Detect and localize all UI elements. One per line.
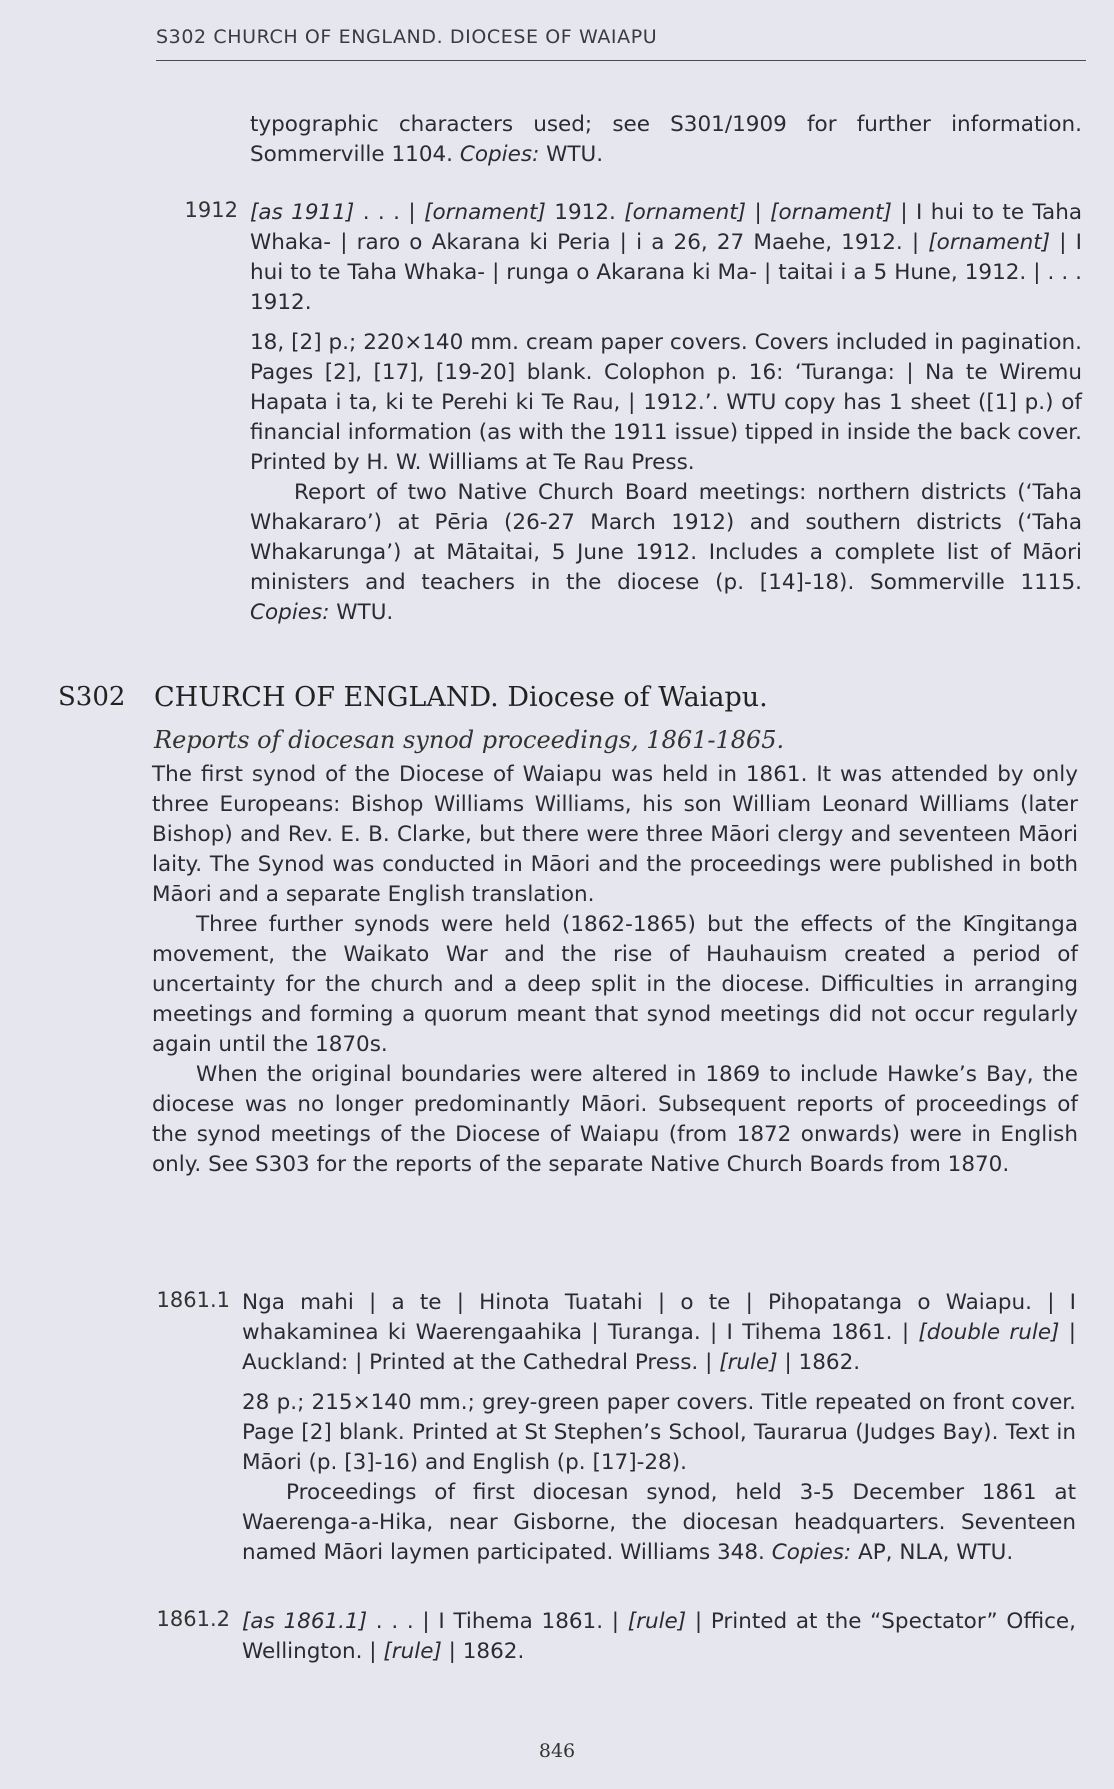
copies-value: WTU. bbox=[329, 600, 394, 625]
entry-title bbox=[242, 1607, 1076, 1667]
title-part: [rule] bbox=[627, 1609, 687, 1634]
entry-1861-2 bbox=[156, 1607, 1076, 1667]
intro-paragraph: When the original boundaries were altered in 1869 to include Hawke’s Bay, the diocese was no longer predominantly Māori. Subsequent reports of proceedings of the synod meetings of the Diocese of Waiapu (from 1872 onwards) were in English only. See S303 for the reports of the separate Native Church Boards from 1870. bbox=[152, 1062, 1078, 1177]
copies-label: Copies: bbox=[459, 142, 540, 167]
entry-note bbox=[250, 478, 1082, 628]
title-part: [ornament] bbox=[624, 200, 747, 225]
title-part: [ornament] bbox=[770, 200, 892, 225]
title-part: | I hui to te Taha Whaka- | runga o Akarana ki Ma- | taitai i a 5 Hune, 1912. | . . . 1912. bbox=[250, 230, 1083, 315]
entry-1912 bbox=[184, 198, 1083, 628]
note-text: Proceedings of first diocesan synod, held 3-5 December 1861 at Waerenga-a-Hika, near Gisborne, the diocesan headquarters. Seventeen named Māori laymen participated. Williams 348. bbox=[242, 1480, 1076, 1565]
title-part: . . . | I Tihema 1861. | bbox=[367, 1609, 628, 1634]
series-subtitle: Reports of diocesan synod proceedings, 1861-1865. bbox=[154, 726, 785, 754]
title-part: | bbox=[746, 200, 771, 225]
continued-entry-body: typographic characters used; see S301/1909 for further information. Sommerville 1104. bbox=[250, 112, 1082, 167]
title-part: [double rule] bbox=[918, 1320, 1060, 1345]
copies-value: WTU. bbox=[539, 142, 604, 167]
title-part: | Auckland: | Printed at the Cathedral Press. | bbox=[242, 1320, 1077, 1375]
entry-number: 1912 bbox=[184, 198, 238, 222]
header-rule bbox=[156, 60, 1086, 61]
continued-entry-text bbox=[250, 110, 1082, 170]
title-part: 1912. bbox=[545, 200, 625, 225]
entry-description: 28 p.; 215×140 mm.; grey-green paper covers. Title repeated on front cover. Page [2] blank. Printed at St Stephen’s School, Taurarua (Judges Bay). Text in Māori (p. [3]-16) and English (p. [17]-28). bbox=[242, 1390, 1076, 1475]
running-head: S302 CHURCH OF ENGLAND. DIOCESE OF WAIAPU bbox=[156, 26, 658, 48]
title-part: . . . | bbox=[354, 200, 425, 225]
title-part: Nga mahi | a te | Hinota Tuatahi | o te | Pihopatanga o Waiapu. | I whakaminea ki Waerengaahika | Turanga. | I Tihema 1861. | bbox=[242, 1290, 1076, 1345]
entry-1861-1 bbox=[156, 1288, 1077, 1568]
entry-title bbox=[242, 1288, 1076, 1378]
title-part: | 1862. bbox=[441, 1639, 525, 1664]
continued-entry bbox=[250, 110, 1082, 170]
intro-paragraph: The first synod of the Diocese of Waiapu was held in 1861. It was attended by only three Europeans: Bishop Williams Williams, his son William Leonard Williams (later Bishop) and Rev. E. B. Clarke, but there were three Māori clergy and seventeen Māori laity. The Synod was conducted in Māori and the proceedings were published in both Māori and a separate English translation. bbox=[152, 762, 1078, 907]
entry-number: 1861.1 bbox=[156, 1288, 230, 1312]
entry-note bbox=[242, 1478, 1076, 1568]
title-part: | I hui to te Taha Whaka- | raro o Akarana ki Peria | i a 26, 27 Maehe, 1912. | bbox=[250, 200, 1083, 255]
copies-label: Copies: bbox=[771, 1540, 852, 1565]
intro-paragraph: Three further synods were held (1862-1865) but the effects of the Kīngitanga movement, the Waikato War and the rise of Hauhauism created a period of uncertainty for the church and a deep split in the diocese. Difficulties in arranging meetings and forming a quorum meant that synod meetings did not occur regularly again until the 1870s. bbox=[152, 912, 1078, 1057]
title-part: [rule] bbox=[719, 1350, 778, 1375]
title-part: | Printed at the “Spectator” Office, Wellington. | bbox=[242, 1609, 1076, 1664]
copies-label: Copies: bbox=[250, 600, 330, 625]
title-part: [rule] bbox=[383, 1639, 442, 1664]
series-code: S302 bbox=[58, 682, 126, 712]
entry-title bbox=[250, 198, 1082, 318]
entry-number: 1861.2 bbox=[156, 1607, 230, 1631]
title-part: [ornament] bbox=[424, 200, 546, 225]
title-part: [ornament] bbox=[928, 230, 1051, 255]
series-introduction bbox=[152, 760, 1078, 1180]
note-text: Report of two Native Church Board meetings: northern districts (‘Taha Whakararo’) at Pēria (26-27 March 1912) and southern districts (‘Taha Whakarunga’) at Mātaitai, 5 June 1912. Includes a complete list of Māori ministers and teachers in the diocese (p. [14]-18). Sommerville 1115. bbox=[250, 480, 1082, 595]
entry-description: 18, [2] p.; 220×140 mm. cream paper covers. Covers included in pagination. Pages [2], [17], [19-20] blank. Colophon p. 16: ‘Turanga: | Na te Wiremu Hapata i ta, ki te Perehi ki Te Rau, | 1912.’. WTU copy has 1 sheet ([1] p.) of financial information (as with the 1911 issue) tipped in inside the back cover. Printed by H. W. Williams at Te Rau Press. bbox=[250, 330, 1082, 475]
title-part: [as 1861.1] bbox=[242, 1609, 368, 1634]
title-part: | 1862. bbox=[777, 1350, 861, 1375]
page-number: 846 bbox=[538, 1740, 576, 1762]
series-title: CHURCH OF ENGLAND. Diocese of Waiapu. bbox=[154, 682, 768, 713]
copies-value: AP, NLA, WTU. bbox=[851, 1540, 1014, 1565]
title-part: [as 1911] bbox=[250, 200, 355, 225]
